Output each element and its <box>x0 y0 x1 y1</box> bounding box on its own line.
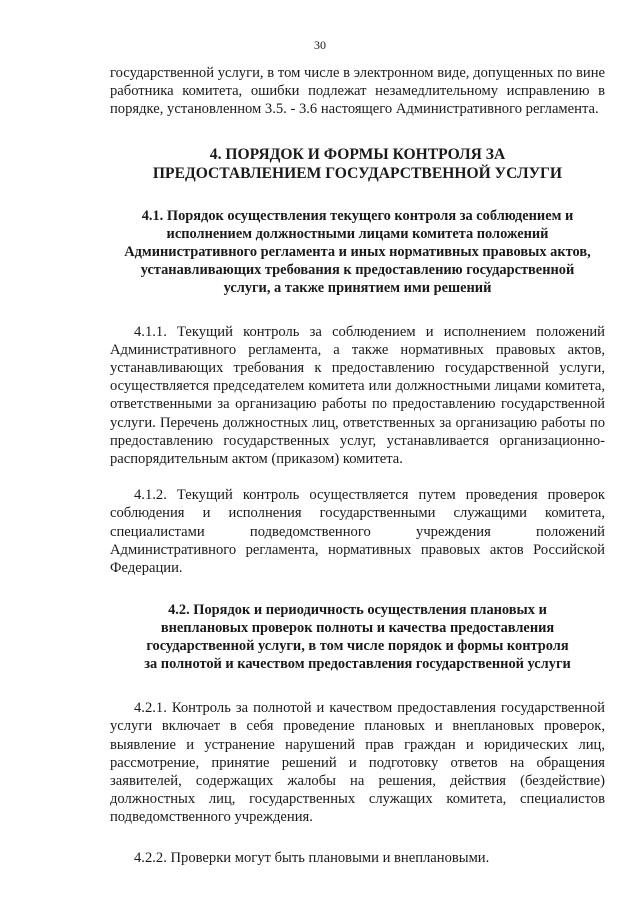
paragraph-4-1-1: 4.1.1. Текущий контроль за соблюдением и исполнением положений Административного регламента, а также нормативных правовых актов, устанавливающих требования к предоставлению государственной услуги, осуществляется председателем комитета или должностными лицами комитета, ответственными за организацию работы по предоставлению государственной услуги. Перечень должностных лиц, ответственных за организацию работы по предоставлению государственных услуг, устанавливается организационно-распорядительным актом (приказом) комитета. <box>110 323 605 468</box>
paragraph-4-2-1: 4.2.1. Контроль за полнотой и качеством предоставления государственной услуги включает в себя проведение плановых и внеплановых проверок, выявление и устранение нарушений прав граждан и юридических лиц, рассмотрение, принятие решений и подготовку ответов на обращения заявителей, содержащих жалобы на решения, действия (бездействие) должностных лиц, государственных служащих комитета, специалистов подведомственного учреждения. <box>110 700 605 826</box>
page-number: 30 <box>314 38 326 52</box>
intro-paragraph: государственной услуги, в том числе в электронном виде, допущенных по вине работника комитета, ошибки подлежат незамедлительному исправлению в порядке, установленном 3.5. - 3.6 настоящего Административного регламента. <box>110 65 605 118</box>
paragraph-4-1-2: 4.1.2. Текущий контроль осуществляется путем проведения проверок соблюдения и исполнения государственными служащими комитета, специалистами подведомственного учреждения положений Административного регламента, нормативных правовых актов Российской Федерации. <box>110 487 605 577</box>
section-4-1-heading: 4.1. Порядок осуществления текущего контроля за соблюдением и исполнением должностными лицами комитета положений Административного регламента и иных нормативных правовых актов, устанавливающих требования к предоставлению государственной услуги, а также принятием ими решений <box>124 207 591 296</box>
paragraph-4-2-2: 4.2.2. Проверки могут быть плановыми и внеплановыми. <box>134 849 490 866</box>
section-4-heading: 4. ПОРЯДОК И ФОРМЫ КОНТРОЛЯ ЗА ПРЕДОСТАВЛЕНИЕМ ГОСУДАРСТВЕННОЙ УСЛУГИ <box>152 145 563 182</box>
section-4-2-heading: 4.2. Порядок и периодичность осуществления плановых и внеплановых проверок полноты и качества предоставления государственной услуги, в том числе порядок и формы контроля за полнотой и качеством предоставления государственной услуги <box>144 602 571 673</box>
document-body <box>110 64 605 867</box>
